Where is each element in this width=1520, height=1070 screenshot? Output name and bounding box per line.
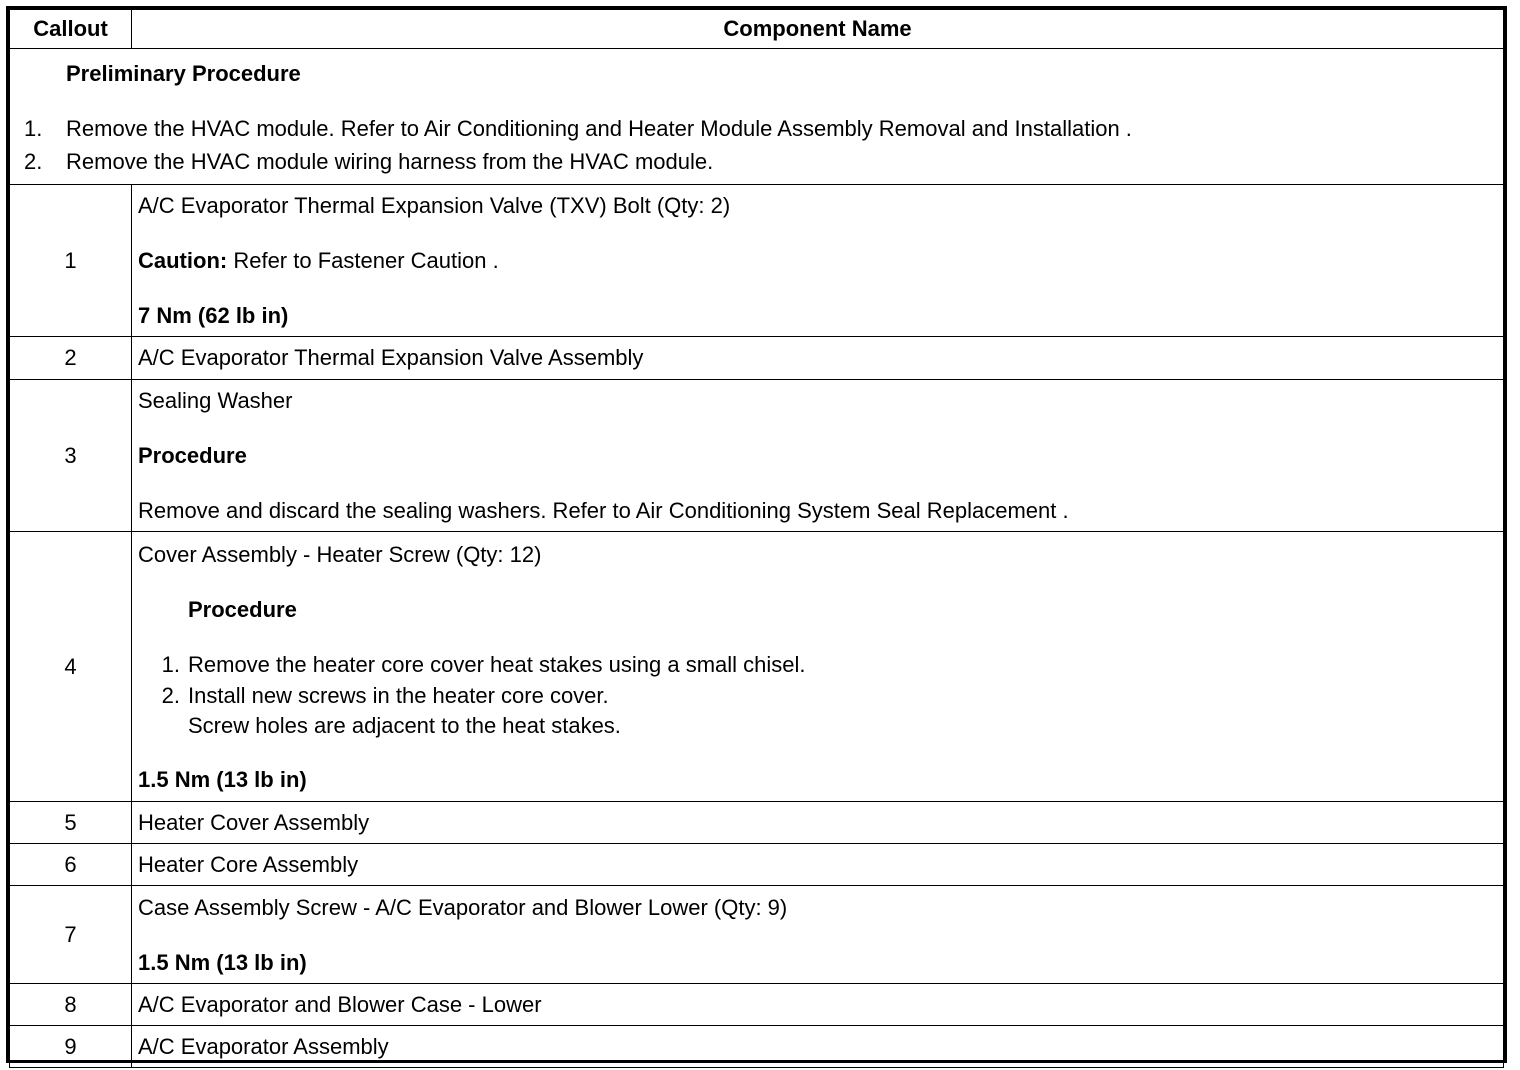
table-row bbox=[10, 802, 1504, 844]
table-row bbox=[10, 984, 1504, 1026]
torque-spec: 1.5 Nm (13 lb in) bbox=[138, 949, 307, 975]
component-name: A/C Evaporator Assembly bbox=[132, 1026, 1504, 1068]
callout-number: 3 bbox=[10, 380, 132, 532]
step-number: 2. bbox=[161, 682, 180, 708]
procedure-label: Procedure bbox=[188, 596, 297, 622]
list-item bbox=[138, 681, 1497, 741]
callout-number: 2 bbox=[10, 337, 132, 380]
caution-label: Caution: bbox=[138, 248, 228, 273]
component-cell bbox=[132, 886, 1504, 984]
table-row bbox=[10, 1026, 1504, 1068]
step-text-block bbox=[188, 681, 621, 741]
preliminary-procedure-cell bbox=[10, 49, 1504, 185]
step-text: Remove the HVAC module wiring harness from the HVAC module. bbox=[66, 149, 714, 174]
component-cell bbox=[132, 532, 1504, 802]
step-text: Remove the HVAC module. Refer to Air Conditioning and Heater Module Assembly Removal and Installation . bbox=[66, 116, 1132, 141]
callout-number: 5 bbox=[10, 802, 132, 844]
table-row bbox=[10, 337, 1504, 380]
callout-number: 4 bbox=[10, 532, 132, 802]
table-row bbox=[10, 886, 1504, 984]
component-name: A/C Evaporator Thermal Expansion Valve (TXV) Bolt (Qty: 2) bbox=[138, 193, 731, 218]
component-name: Heater Core Assembly bbox=[132, 844, 1504, 886]
table-row bbox=[10, 532, 1504, 802]
procedure-label: Procedure bbox=[138, 443, 247, 468]
component-name: Cover Assembly - Heater Screw (Qty: 12) bbox=[138, 541, 542, 567]
table-row bbox=[10, 844, 1504, 886]
step-number: 1. bbox=[24, 116, 43, 141]
preliminary-procedure-title: Preliminary Procedure bbox=[66, 61, 301, 86]
component-cell bbox=[132, 380, 1504, 532]
step-text: Remove the heater core cover heat stakes using a small chisel. bbox=[188, 651, 806, 677]
step-number: 1. bbox=[161, 651, 180, 677]
component-name: A/C Evaporator and Blower Case - Lower bbox=[132, 984, 1504, 1026]
component-name: Heater Cover Assembly bbox=[132, 802, 1504, 844]
callout-number: 9 bbox=[10, 1026, 132, 1068]
callout-number: 6 bbox=[10, 844, 132, 886]
table-row bbox=[10, 185, 1504, 337]
component-table bbox=[9, 9, 1504, 1068]
torque-spec: 1.5 Nm (13 lb in) bbox=[138, 766, 307, 792]
preliminary-procedure-row bbox=[10, 49, 1504, 185]
step-continuation: Screw holes are adjacent to the heat stakes. bbox=[188, 712, 621, 738]
list-item bbox=[138, 648, 1497, 681]
procedure-text: Remove and discard the sealing washers. Refer to Air Conditioning System Seal Replacement . bbox=[138, 498, 1069, 523]
component-name-header: Component Name bbox=[132, 10, 1504, 49]
callout-number: 8 bbox=[10, 984, 132, 1026]
step-text: Install new screws in the heater core cover. bbox=[188, 682, 609, 708]
list-item bbox=[20, 145, 1495, 178]
callout-header: Callout bbox=[10, 10, 132, 49]
table-header-row bbox=[10, 10, 1504, 49]
component-table-frame bbox=[6, 6, 1507, 1063]
component-name: A/C Evaporator Thermal Expansion Valve Assembly bbox=[132, 337, 1504, 380]
preliminary-steps-list bbox=[20, 112, 1495, 178]
list-item bbox=[20, 112, 1495, 145]
torque-spec: 7 Nm (62 lb in) bbox=[138, 303, 289, 328]
caution-note bbox=[138, 244, 1497, 277]
component-name: Sealing Washer bbox=[138, 388, 293, 413]
callout-number: 7 bbox=[10, 886, 132, 984]
component-cell bbox=[132, 185, 1504, 337]
table-row bbox=[10, 380, 1504, 532]
component-name: Case Assembly Screw - A/C Evaporator and Blower Lower (Qty: 9) bbox=[138, 894, 788, 920]
caution-text: Refer to Fastener Caution . bbox=[233, 248, 499, 273]
step-number: 2. bbox=[24, 149, 43, 174]
callout-number: 1 bbox=[10, 185, 132, 337]
procedure-steps-list bbox=[138, 648, 1497, 741]
